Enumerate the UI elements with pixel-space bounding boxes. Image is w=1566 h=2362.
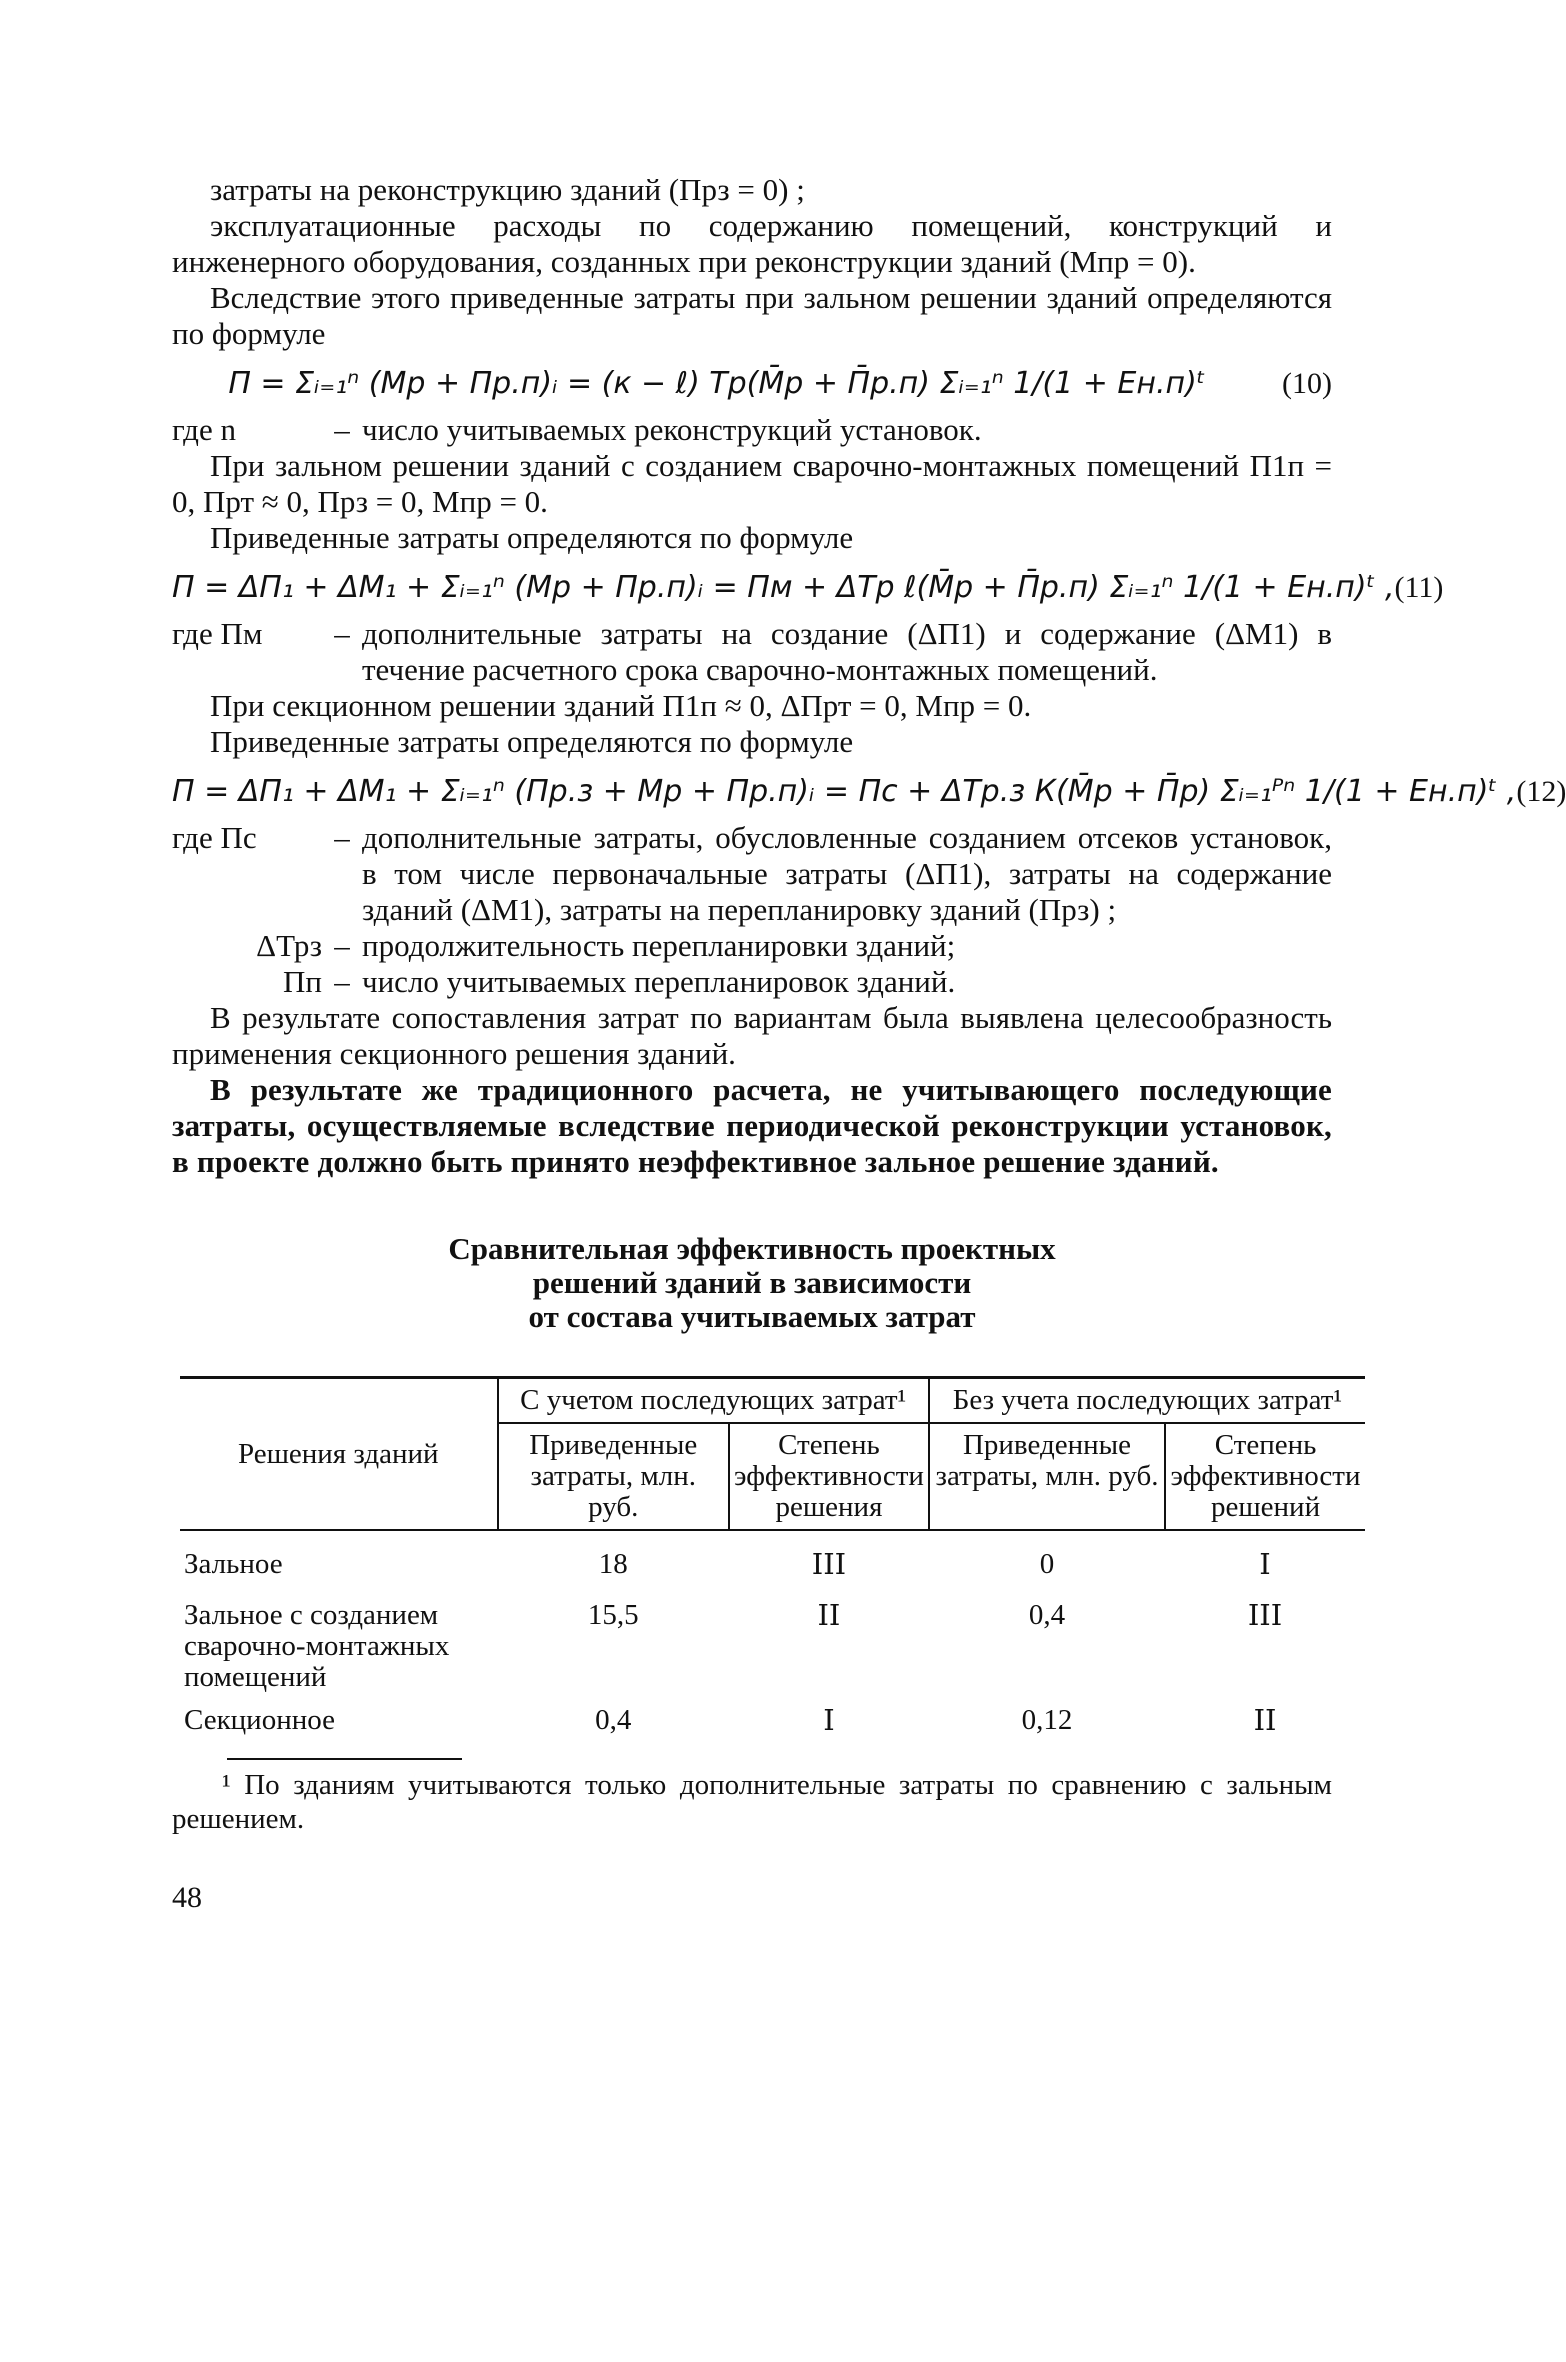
formula-10 [172, 366, 1332, 402]
definition-dash: – [334, 616, 350, 651]
cell-cost: 0,4 [1028, 1599, 1066, 1631]
cell-degree: II [1253, 1703, 1277, 1737]
footnote: ¹ По зданиям учитываются только дополнительные затраты по сравнению с зальным решением. [172, 1769, 1332, 1835]
cell-cost: 0,4 [595, 1704, 632, 1736]
header-degree: Степень эффективности решения [729, 1423, 929, 1530]
header-cost: Приведенные затраты, млн. руб. [929, 1423, 1165, 1530]
formula-number: (12) [1516, 775, 1566, 808]
header-degree: Степень эффективности решений [1165, 1423, 1365, 1530]
cell-cost: 18 [598, 1548, 628, 1580]
formula-12 [172, 774, 1566, 810]
formula-number: (11) [1394, 571, 1444, 604]
paragraph: Приведенные затраты определяются по формуле [210, 724, 854, 759]
cell-name: Зальное [184, 1548, 283, 1580]
cell-cost: 15,5 [587, 1599, 639, 1631]
paragraph: Вследствие этого приведенные затраты при зальном решении зданий определяются по формуле [172, 280, 1332, 351]
definition-text: продолжительность перепланировки зданий; [362, 928, 956, 963]
cell-degree: III [811, 1547, 847, 1581]
paragraph: Приведенные затраты определяются по формуле [210, 520, 854, 555]
cell-degree: I [823, 1703, 835, 1737]
cell-cost: 0,12 [1021, 1704, 1073, 1736]
document-page [172, 172, 1566, 1916]
definition [172, 820, 1332, 928]
formula-body: П = ΔП₁ + ΔМ₁ + Σᵢ₌₁ⁿ (Пр.з + Мр + Пр.п)ᵢ = Пс + ΔТр.з К(М̄р + П̄р) Σᵢ₌₁ᴾⁿ 1/(1 + Ен.п)ᵗ , [172, 774, 1517, 809]
definition [172, 616, 1332, 688]
header-group-without-costs: Без учета последующих затрат¹ [929, 1378, 1365, 1424]
definition-label: где Пм [172, 616, 263, 651]
definition-dash: – [334, 928, 350, 963]
definition-dash: – [334, 412, 350, 447]
cell-degree: III [1247, 1598, 1283, 1632]
definition-label: ΔТрз [256, 928, 322, 963]
definition-text: число учитываемых реконструкций установок. [362, 412, 982, 447]
table-row [180, 1586, 1365, 1699]
table-title [172, 1232, 1332, 1334]
page-number: 48 [172, 1881, 202, 1914]
cell-degree: II [817, 1598, 841, 1632]
paragraph: эксплуатационные расходы по содержанию помещений, конструкций и инженерного оборудования, созданных при реконструкции зданий (Мпр = 0). [172, 208, 1332, 279]
formula-11 [172, 570, 1444, 606]
definition-dash: – [334, 820, 350, 855]
header-cost: Приведенные затраты, млн. руб. [498, 1423, 729, 1530]
paragraph: При зальном решении зданий с созданием сварочно-монтажных помещений П1п = 0, Прт ≈ 0, Прз = 0, Мпр = 0. [172, 448, 1332, 519]
table-title-line: Сравнительная эффективность проектных [448, 1231, 1056, 1266]
definition-label: где Пс [172, 820, 257, 855]
definition-text: дополнительные затраты, обусловленные созданием отсеков установок, в том числе первоначальные затраты (ΔП1), затраты на содержание зданий (ΔМ1), затраты на перепланировку зданий (Прз) ; [362, 820, 1332, 927]
definition-label: Пп [283, 964, 322, 999]
formula-body: П = ΔП₁ + ΔМ₁ + Σᵢ₌₁ⁿ (Мр + Пр.п)ᵢ = Пм + ΔТр ℓ(М̄р + П̄р.п) Σᵢ₌₁ⁿ 1/(1 + Ен.п)ᵗ , [172, 570, 1395, 605]
definition [172, 412, 1332, 448]
definition-dash: – [334, 964, 350, 999]
cell-name: Секционное [184, 1704, 335, 1736]
definition-text: число учитываемых перепланировок зданий. [362, 964, 956, 999]
paragraph: При секционном решении зданий П1п ≈ 0, ΔПрт = 0, Мпр = 0. [210, 688, 1032, 723]
comparison-table [180, 1376, 1365, 1742]
cell-degree: I [1259, 1547, 1271, 1581]
formula-body: П = Σᵢ₌₁ⁿ (Мр + Пр.п)ᵢ = (к − ℓ) Тр(М̄р + П̄р.п) Σᵢ₌₁ⁿ 1/(1 + Ен.п)ᵗ [228, 366, 1206, 401]
definition [172, 928, 1332, 964]
table-title-line: решений зданий в зависимости [532, 1265, 972, 1300]
table-row [180, 1699, 1365, 1742]
definition-label: где n [172, 412, 236, 447]
footnote-divider [227, 1758, 462, 1760]
header-group-with-costs: С учетом последующих затрат¹ [498, 1378, 929, 1424]
paragraph: В результате же традиционного расчета, не учитывающего последующие затраты, осуществляемые вследствие периодической реконструкции установок, в проекте должно быть принято неэффективное зальное решение зданий. [172, 1072, 1332, 1179]
table-row [180, 1530, 1365, 1586]
cell-name: Зальное с созданием сварочно-монтажных помещений [184, 1599, 450, 1693]
cell-cost: 0 [1039, 1548, 1055, 1580]
definition-text: дополнительные затраты на создание (ΔП1) и содержание (ΔМ1) в течение расчетного срока сварочно-монтажных помещений. [362, 616, 1332, 687]
table-title-line: от состава учитываемых затрат [528, 1299, 976, 1334]
definition [172, 964, 1332, 1000]
paragraph: В результате сопоставления затрат по вариантам была выявлена целесообразность применения секционного решения зданий. [172, 1000, 1332, 1071]
header-solutions: Решения зданий [237, 1437, 439, 1470]
formula-number: (10) [1282, 367, 1332, 400]
paragraph: затраты на реконструкцию зданий (Прз = 0) ; [210, 172, 805, 207]
